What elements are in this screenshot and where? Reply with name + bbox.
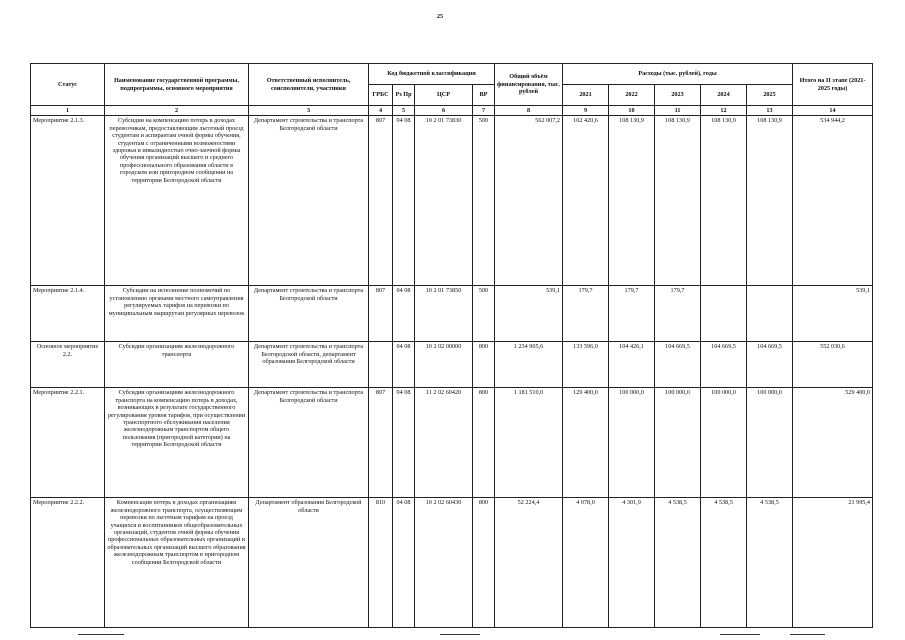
- row-grbs: 807: [369, 388, 393, 498]
- row-y2025: 104 669,5: [747, 342, 793, 388]
- row-name: Субсидии на компенсацию потерь в доходах перевозчикам, предоставляющим льготный проезд студентам и аспирантам очной формы обучения, студентам с ограниченными возможностями здоровья и инвалидностью очно-заочной формы обучения организаций высшего и среднего профессионального образования области в городском или пригородном сообщении на территории Белгородской области: [105, 116, 249, 286]
- footer-divider: [440, 634, 480, 635]
- row-vr: 500: [473, 116, 495, 286]
- row-executor: Департамент строительства и транспорта Белгородской области: [249, 116, 369, 286]
- row-total: 1 181 510,0: [495, 388, 563, 498]
- column-number: 8: [495, 106, 563, 116]
- column-number: 9: [563, 106, 609, 116]
- table-row: [31, 286, 873, 342]
- row-status: Мероприятие 2.1.4.: [31, 286, 105, 342]
- row-rzpr: 04 08: [393, 498, 415, 628]
- budget-table: [30, 63, 873, 628]
- row-csr: 11 2 02 60420: [415, 388, 473, 498]
- row-vr: 800: [473, 342, 495, 388]
- header-expenses: Расходы (тыс. рублей), годы: [563, 64, 793, 85]
- header-csr: ЦСР: [415, 85, 473, 106]
- row-csr: 10 2 02 00000: [415, 342, 473, 388]
- row-status: Мероприятие 2.2.2.: [31, 498, 105, 628]
- row-stage-total: 552 030,6: [793, 342, 873, 388]
- column-number: 3: [249, 106, 369, 116]
- row-y2025: 100 000,0: [747, 388, 793, 498]
- row-y2022: 4 301,9: [609, 498, 655, 628]
- row-rzpr: 04 08: [393, 342, 415, 388]
- row-stage-total: 21 995,4: [793, 498, 873, 628]
- row-executor: Департамент образования Белгородской области: [249, 498, 369, 628]
- row-stage-total: 534 944,2: [793, 116, 873, 286]
- row-y2023: 108 130,9: [655, 116, 701, 286]
- row-name: Субсидии организациям железнодорожного транспорта: [105, 342, 249, 388]
- header-vr: ВР: [473, 85, 495, 106]
- row-csr: 10 2 01 73850: [415, 286, 473, 342]
- row-y2025: 4 538,5: [747, 498, 793, 628]
- column-number: 14: [793, 106, 873, 116]
- column-number-row: [31, 106, 873, 116]
- column-number: 13: [747, 106, 793, 116]
- column-number: 5: [393, 106, 415, 116]
- row-y2021: 179,7: [563, 286, 609, 342]
- row-y2022: 100 000,0: [609, 388, 655, 498]
- row-vr: 500: [473, 286, 495, 342]
- row-name: Компенсация потерь в доходах организациям железнодорожного транспорта, осуществляющим перевозки по льготным тарифам на проезд учащихся и воспитанников общеобразовательных организаций, студентов очной формы обучения профессиональных образовательных организаций и образовательных организаций высшего образования железнодорожным транспортом в пригородном сообщении Белгородской области: [105, 498, 249, 628]
- row-executor: Департамент строительства и транспорта Белгородской области: [249, 388, 369, 498]
- row-y2021: 133 596,0: [563, 342, 609, 388]
- row-status: Мероприятие 2.2.1.: [31, 388, 105, 498]
- header-year-2024: 2024: [701, 85, 747, 106]
- footer-divider: [790, 634, 825, 635]
- header-name: Наименование государственной программы, подпрограммы, основного мероприятия: [105, 64, 249, 106]
- table-row: [31, 388, 873, 498]
- row-y2023: 104 669,5: [655, 342, 701, 388]
- row-grbs: [369, 342, 393, 388]
- header-year-2025: 2025: [747, 85, 793, 106]
- row-grbs: 807: [369, 286, 393, 342]
- row-executor: Департамент строительства и транспорта Белгородской области, департамент образования Белгородской области: [249, 342, 369, 388]
- footer-divider: [78, 634, 124, 635]
- column-number: 4: [369, 106, 393, 116]
- header-rzpr: Рз Пр: [393, 85, 415, 106]
- column-number: 12: [701, 106, 747, 116]
- row-stage-total: 539,1: [793, 286, 873, 342]
- column-number: 1: [31, 106, 105, 116]
- header-executor: Ответственный исполнитель, соисполнители, участники: [249, 64, 369, 106]
- header-year-2021: 2021: [563, 85, 609, 106]
- header-status: Статус: [31, 64, 105, 106]
- column-number: 6: [415, 106, 473, 116]
- row-y2024: 4 538,5: [701, 498, 747, 628]
- page-number: 25: [437, 14, 443, 20]
- table-row: [31, 116, 873, 286]
- row-status: Мероприятие 2.1.3.: [31, 116, 105, 286]
- row-y2021: 129 400,0: [563, 388, 609, 498]
- row-rzpr: 04 08: [393, 116, 415, 286]
- column-number: 10: [609, 106, 655, 116]
- row-stage-total: 529 400,0: [793, 388, 873, 498]
- row-rzpr: 04 08: [393, 286, 415, 342]
- header-year-2023: 2023: [655, 85, 701, 106]
- header-total-funding: Общий объём финансирования, тыс. рублей: [495, 64, 563, 106]
- column-number: 7: [473, 106, 495, 116]
- header-stage-total: Итого на II этапе (2021-2025 годы): [793, 64, 873, 106]
- row-y2022: 179,7: [609, 286, 655, 342]
- row-y2024: [701, 286, 747, 342]
- row-y2024: 104 669,5: [701, 342, 747, 388]
- header-year-2022: 2022: [609, 85, 655, 106]
- row-total: 52 224,4: [495, 498, 563, 628]
- row-y2025: [747, 286, 793, 342]
- row-vr: 800: [473, 498, 495, 628]
- table-row: [31, 498, 873, 628]
- column-number: 11: [655, 106, 701, 116]
- row-vr: 800: [473, 388, 495, 498]
- row-y2023: 4 538,5: [655, 498, 701, 628]
- row-executor: Департамент строительства и транспорта Белгородской области: [249, 286, 369, 342]
- row-y2025: 108 130,9: [747, 116, 793, 286]
- row-y2022: 104 426,1: [609, 342, 655, 388]
- row-y2021: 4 078,0: [563, 498, 609, 628]
- footer-divider: [720, 634, 760, 635]
- row-name: Субсидии организациям железнодорожного транспорта на компенсацию потерь в доходах, возникающих в результате государственного регулирования уровня тарифов, при осуществлении транспортного обслуживания населения железнодорожным транспортом общего пользования (пригородной категории) на территории Белгородской области: [105, 388, 249, 498]
- table-row: [31, 342, 873, 388]
- row-rzpr: 04 08: [393, 388, 415, 498]
- row-total: 562 007,2: [495, 116, 563, 286]
- row-y2021: 102 420,6: [563, 116, 609, 286]
- row-y2023: 179,7: [655, 286, 701, 342]
- row-grbs: 810: [369, 498, 393, 628]
- row-name: Субсидии на исполнение полномочий по установлению органами местного самоуправления регулируемых тарифов на перевозки по муниципальным маршрутам регулярных перевозок: [105, 286, 249, 342]
- row-csr: 10 2 02 60430: [415, 498, 473, 628]
- row-grbs: 807: [369, 116, 393, 286]
- row-y2023: 100 000,0: [655, 388, 701, 498]
- column-number: 2: [105, 106, 249, 116]
- header-grbs: ГРБС: [369, 85, 393, 106]
- header-budget-code: Код бюджетной классификации: [369, 64, 495, 85]
- row-total: 539,1: [495, 286, 563, 342]
- row-status: Основное мероприятие 2.2.: [31, 342, 105, 388]
- row-y2022: 108 130,9: [609, 116, 655, 286]
- row-total: 1 234 905,6: [495, 342, 563, 388]
- row-csr: 10 2 01 73830: [415, 116, 473, 286]
- row-y2024: 100 000,0: [701, 388, 747, 498]
- row-y2024: 108 130,9: [701, 116, 747, 286]
